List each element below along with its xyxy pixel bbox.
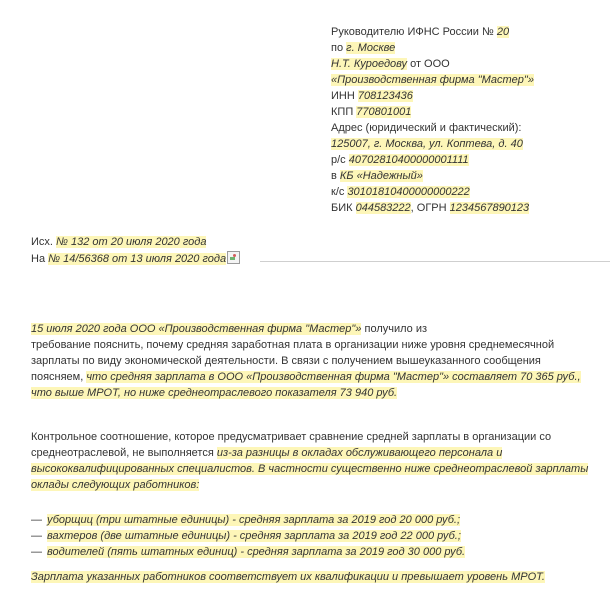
para1-line4: поясняем, что средняя зарплата в ООО «Производственная фирма "Мастер"» составляет 70 365 руб., — [31, 371, 581, 383]
addressee-line-inn: ИНН 708123436 — [331, 90, 413, 102]
para2-line4: оклады следующих работников: — [31, 479, 200, 491]
addressee-line-head: Н.Т. Куроедову от ООО — [331, 58, 450, 70]
list-item: — вахтеров (две штатные единицы) - средняя зарплата за 2019 год 22 000 руб.; — [31, 530, 461, 542]
addressee-line-bank: в КБ «Надежный» — [331, 170, 423, 182]
divider — [260, 261, 610, 262]
para1-line2: требование пояснить, почему средняя заработная плата в организации ниже уровня среднемесячной — [31, 339, 555, 351]
para1-line1: 15 июля 2020 года ООО «Производственная фирма "Мастер"» получило из — [31, 323, 428, 335]
addressee-line-company: «Производственная фирма "Мастер"» — [331, 74, 534, 86]
addressee-line-city: по г. Москве — [331, 42, 396, 54]
addressee-line-account: р/с 40702810400000001111 — [331, 154, 469, 166]
addressee-line-corr-account: к/с 30101810400000000222 — [331, 186, 470, 198]
list-item: — уборщиц (три штатные единицы) - средняя зарплата за 2019 год 20 000 руб.; — [31, 514, 461, 526]
incoming-reference: На № 14/56368 от 13 июля 2020 года — [31, 251, 240, 266]
addressee-line-inspection: Руководителю ИФНС России № 20 — [331, 26, 510, 38]
para1-line5: что выше МРОТ, но ниже среднеотраслевого показателя 73 940 руб. — [31, 387, 398, 399]
para1-line3: зарплаты по виду экономической деятельности. В связи с получением вышеуказанного сообщения — [31, 355, 541, 367]
closing-statement: Зарплата указанных работников соответствует их квалификации и превышает уровень МРОТ. — [31, 571, 545, 583]
addressee-line-address: 125007, г. Москва, ул. Коптева, д. 40 — [331, 138, 523, 150]
list-item: — водителей (пять штатных единиц) - средняя зарплата за 2019 год 30 000 руб. — [31, 546, 466, 558]
para2-line2: среднеотраслевой, не выполняется из-за разницы в окладах обслуживающего персонала и — [31, 447, 503, 459]
addressee-line-kpp: КПП 770801001 — [331, 106, 412, 118]
outgoing-reference: Исх. № 132 от 20 июля 2020 года — [31, 236, 207, 248]
addressee-line-bik-ogrn: БИК 044583222, ОГРН 1234567890123 — [331, 202, 530, 214]
para2-line3: высококвалифицированных специалистов. В частности существенно ниже среднеотраслевой зарплаты — [31, 463, 589, 475]
broken-image-icon — [227, 251, 240, 264]
addressee-line-address-label: Адрес (юридический и фактический): — [331, 122, 522, 134]
para2-line1: Контрольное соотношение, которое предусматривает сравнение средней зарплаты в организации со — [31, 431, 552, 443]
